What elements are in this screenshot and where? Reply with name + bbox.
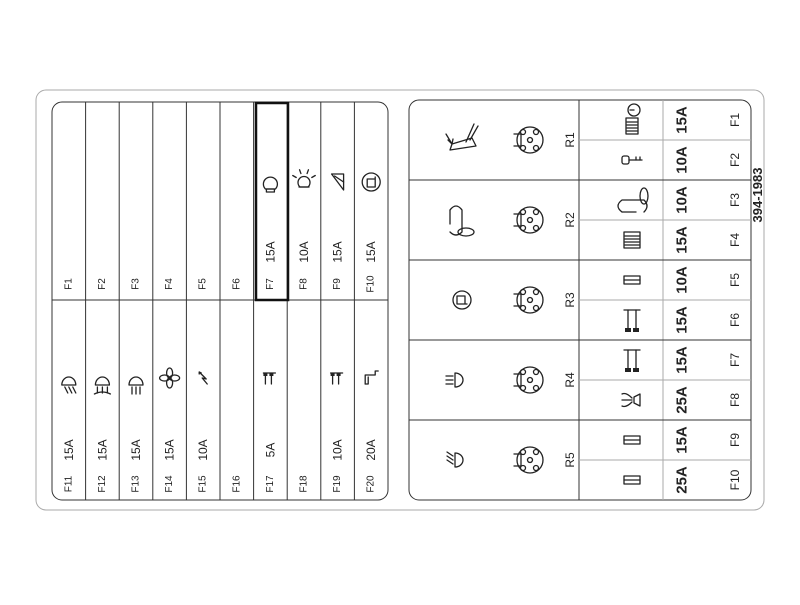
relay-label: R4	[563, 372, 577, 388]
relay-symbol-icon	[514, 207, 543, 233]
rear-heater-icon	[624, 232, 640, 248]
relay-r3	[453, 287, 577, 313]
fuse-rating: 15A	[673, 226, 691, 254]
fuse-slot-f15	[196, 372, 210, 493]
fuse-label: F2	[96, 278, 108, 290]
fuse-slot-f20	[364, 371, 378, 493]
fuse-rating: 15A	[95, 439, 110, 461]
relay-symbol-icon	[514, 287, 543, 313]
fuse-slot-right-f8	[622, 386, 742, 414]
fuse-label: F18	[298, 475, 310, 493]
fuse-rating: 5A	[263, 442, 278, 458]
fuse-slot-f8	[293, 170, 316, 290]
fuse-rating: 15A	[61, 439, 76, 461]
fuse-slot-f9	[331, 174, 345, 290]
fuse-rating: 10A	[196, 439, 211, 461]
fuse-slot-f19	[331, 373, 345, 493]
fuse-rating: 15A	[673, 346, 691, 374]
fuse-label: F6	[231, 278, 243, 290]
fuse-label: F3	[130, 278, 142, 290]
fuse-slot-f17	[263, 373, 277, 493]
stop-lamp-icon	[263, 177, 277, 192]
fuse-rating: 10A	[673, 266, 691, 294]
fuse-label: F2	[728, 152, 742, 168]
fuse-slot-f6	[231, 278, 242, 290]
fuse-label: F9	[728, 432, 742, 448]
fuse-label: F20	[365, 475, 377, 493]
fuse-slot-f12	[94, 377, 110, 493]
fuse-slot-f1	[63, 278, 74, 290]
relay-r5	[447, 447, 577, 473]
fuse-label: F7	[264, 278, 276, 290]
key-icon	[622, 156, 642, 164]
fuse-rating: 10A	[673, 186, 691, 214]
fuse-slot-f10	[362, 173, 380, 293]
diagram-code: 394-1983	[750, 167, 765, 223]
fuse-rating: 15A	[364, 241, 379, 263]
relay-label: R2	[563, 212, 577, 228]
fuse-slot-right-f4	[624, 226, 742, 254]
fuse-icon	[624, 476, 640, 484]
relay-label: R1	[563, 132, 577, 148]
seat-icon	[365, 371, 378, 384]
fuse-slot-right-f7	[624, 346, 742, 374]
fuse-slot-right-f10	[624, 466, 742, 494]
relay-r2	[450, 206, 577, 236]
fuse-label: F5	[197, 278, 209, 290]
fuse-slot-f18	[299, 475, 310, 493]
fuse-label: F10	[365, 275, 377, 293]
fuse-label: F4	[728, 232, 742, 248]
interior-light-icon	[293, 170, 316, 187]
connector-icon	[624, 350, 640, 372]
fuse-rating: 15A	[129, 439, 143, 461]
fuse-label: F6	[728, 312, 742, 328]
fuse-label: F1	[728, 112, 742, 128]
circled-seat-icon	[362, 173, 380, 191]
fuse-slot-right-f6	[624, 306, 742, 334]
fuse-label: F4	[164, 278, 176, 290]
fuse-rating: 10A	[330, 439, 345, 461]
relay-symbol-icon	[514, 367, 543, 393]
fuse-slot-f7	[263, 177, 277, 290]
fuse-rating: 25A	[673, 466, 691, 494]
fuse-slot-right-f1	[626, 104, 742, 134]
relay-r4	[446, 367, 577, 393]
fuse-label: F9	[332, 278, 344, 290]
relay-label: R5	[563, 452, 577, 468]
fuse-label: F10	[728, 469, 742, 491]
fuse-icon	[624, 436, 640, 444]
fuse-slot-f13	[129, 377, 143, 493]
fuse-label: F7	[728, 352, 742, 368]
fuse-rating: 15A	[673, 306, 691, 334]
fuse-slot-right-f2	[622, 146, 742, 174]
low-beam-icon	[62, 377, 76, 393]
fuse-rating: 15A	[162, 439, 177, 461]
fuse-rating: 10A	[297, 241, 311, 263]
fuse-slot-right-f9	[624, 426, 742, 454]
fuse-label: F17	[264, 475, 276, 493]
main-beam-icon	[446, 373, 463, 387]
lightning-icon	[199, 372, 207, 384]
dipped-beam-icon	[447, 452, 463, 467]
fuse-label: F5	[728, 272, 742, 288]
fuse-label: F8	[298, 278, 310, 290]
fuse-label: F15	[197, 475, 209, 493]
rear-heater-timer-icon	[626, 104, 640, 134]
horn-icon	[618, 188, 648, 212]
circled-seat-icon	[453, 291, 471, 309]
fuse-slot-right-f5	[624, 266, 742, 294]
fuse-rating: 15A	[673, 426, 691, 454]
fuse-slot-f3	[131, 278, 142, 290]
fuse-slot-right-f3	[618, 186, 742, 214]
washer-icon	[622, 394, 640, 407]
relay-label: R3	[563, 292, 577, 308]
connector-1-icon	[263, 373, 275, 384]
fuse-label: F8	[728, 392, 742, 408]
fuse-slot-f14	[160, 368, 180, 493]
fuse-label: F19	[332, 475, 344, 493]
relay-r1	[446, 124, 577, 153]
f7-highlight-box	[256, 103, 288, 300]
fuse-slot-f4	[164, 278, 175, 290]
connector-7-icon	[331, 373, 343, 384]
fuse-label: F14	[164, 475, 176, 493]
relay-symbol-icon	[514, 127, 543, 153]
fuse-label: F3	[728, 192, 742, 208]
connector-icon	[624, 310, 640, 332]
front-fog-icon	[94, 377, 110, 394]
fuse-rating: 25A	[673, 386, 691, 414]
window-lift-icon	[446, 124, 478, 150]
fuse-rating: 10A	[673, 146, 691, 174]
high-beam-icon	[129, 377, 143, 394]
fuse-rating: 15A	[330, 241, 345, 263]
fuse-rating: 20A	[364, 439, 379, 461]
fuse-label: F1	[63, 278, 75, 290]
fuse-rating: 15A	[263, 241, 278, 263]
fuse-slot-f16	[231, 475, 242, 493]
fuse-icon	[624, 276, 640, 284]
fuse-label: F12	[96, 475, 108, 493]
fan-icon	[160, 368, 180, 388]
fuse-label: F16	[231, 475, 243, 493]
fuse-rating: 15A	[673, 106, 691, 134]
fuse-slot-f11	[62, 377, 76, 492]
wiper-warning-icon	[332, 174, 344, 190]
relay-symbol-icon	[514, 447, 543, 473]
fuse-slot-f2	[97, 278, 108, 290]
fuse-slot-f5	[198, 278, 209, 290]
fuse-label: F13	[130, 475, 142, 493]
horn-icon	[450, 206, 474, 236]
fuse-label: F11	[63, 475, 75, 493]
